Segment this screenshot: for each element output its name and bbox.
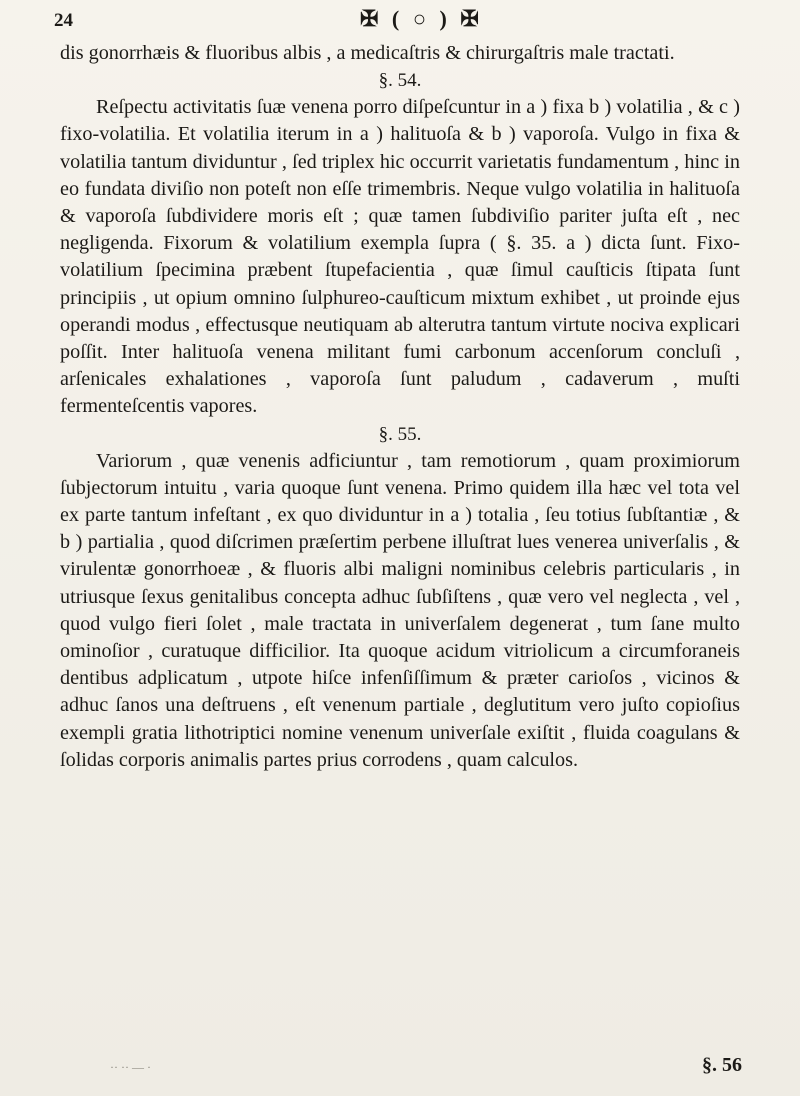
section-heading-54: §. 54. [378, 70, 422, 92]
paragraph-continuation: dis gonorrhæis & fluoribus albis , a medicaſtris & chirurgaſtris male tractati. [60, 42, 675, 64]
catchword: §. 56 [702, 1054, 742, 1076]
page-footer [0, 1050, 800, 1090]
body-text [60, 40, 740, 774]
page-number: 24 [54, 10, 73, 31]
header-ornament: ✠ ( ○ ) ✠ [360, 6, 483, 31]
paragraph-section-54: Reſpectu activitatis ſuæ venena porro diſpeſcuntur in a ) fixa b ) volatilia , & c ) fixo-volatilia. Et volatilia iterum in a ) halituoſa & b ) vaporoſa. Vulgo in fixa & volatilia tantum dividuntur , ſed triplex hic occurrit varietatis fundamentum , hinc in eo fundata diviſio non poteſt non eſſe trimembris. Neque vulgo volatilia in halituoſa & vaporoſa ſubdividere moris eſt ; quæ tamen ſubdiviſio pariter juſta eſt , nec negligenda. Fixorum & volatilium exempla ſupra ( §. 35. a ) dicta ſunt. Fixo-volatilium ſpecimina præbent ſtupefacientia , quæ ſimul cauſticis ſtipata ſunt principiis , ut opium omnino ſulphureo-cauſticum mixtum exhibet , ut proinde ejus operandi modus , effectusque neutiquam ab alterutra tantum virtute nociva explicari poſſit. Inter halituoſa venena militant fumi carbonum accenſorum concluſi , arſenicales exhalationes , vaporoſa ſunt paludum , cadaverum , muſti fermenteſcentis vapores. [60, 96, 740, 418]
section-heading-55: §. 55. [378, 423, 422, 445]
footer-smudge: ·· ·· — · [110, 1060, 151, 1074]
page-header [0, 4, 800, 38]
paragraph-section-55: Variorum , quæ venenis adficiuntur , tam remotiorum , quam proximiorum ſubjectorum intuitu , varia quoque ſunt venena. Primo quidem illa hæc vel tota vel ex parte tantum infeſtant , ex quo dividuntur in a ) totalia , ſeu totius ſubſtantiæ , & b ) partialia , quod diſcrimen præſertim perbene illuſtrat lues venerea univerſalis , & virulentæ gonorrhoeæ , & fluoris albi maligni nominibus celebris particularis , in utriusque ſexus genitalibus concepta adhuc ſubſiſtens , quæ vero vel neglecta , vel , quod vulgo fieri ſolet , male tractata in univerſalem degenerat , tum ſane multo ominoſior , curatuque difficilior. Ita quoque acidum vitriolicum a circumforaneis dentibus adplicatum , utpote hiſce infenſiſſimum & præter carioſos , vicinos & adhuc ſanos una deſtruens , eſt venenum partiale , deglutitum vero juſto copioſius exempli gratia lithotriptici nomine venenum univerſale exiſtit , fluida coagulans & ſolidas corporis animalis partes prius corrodens , quam calculos. [60, 449, 740, 771]
